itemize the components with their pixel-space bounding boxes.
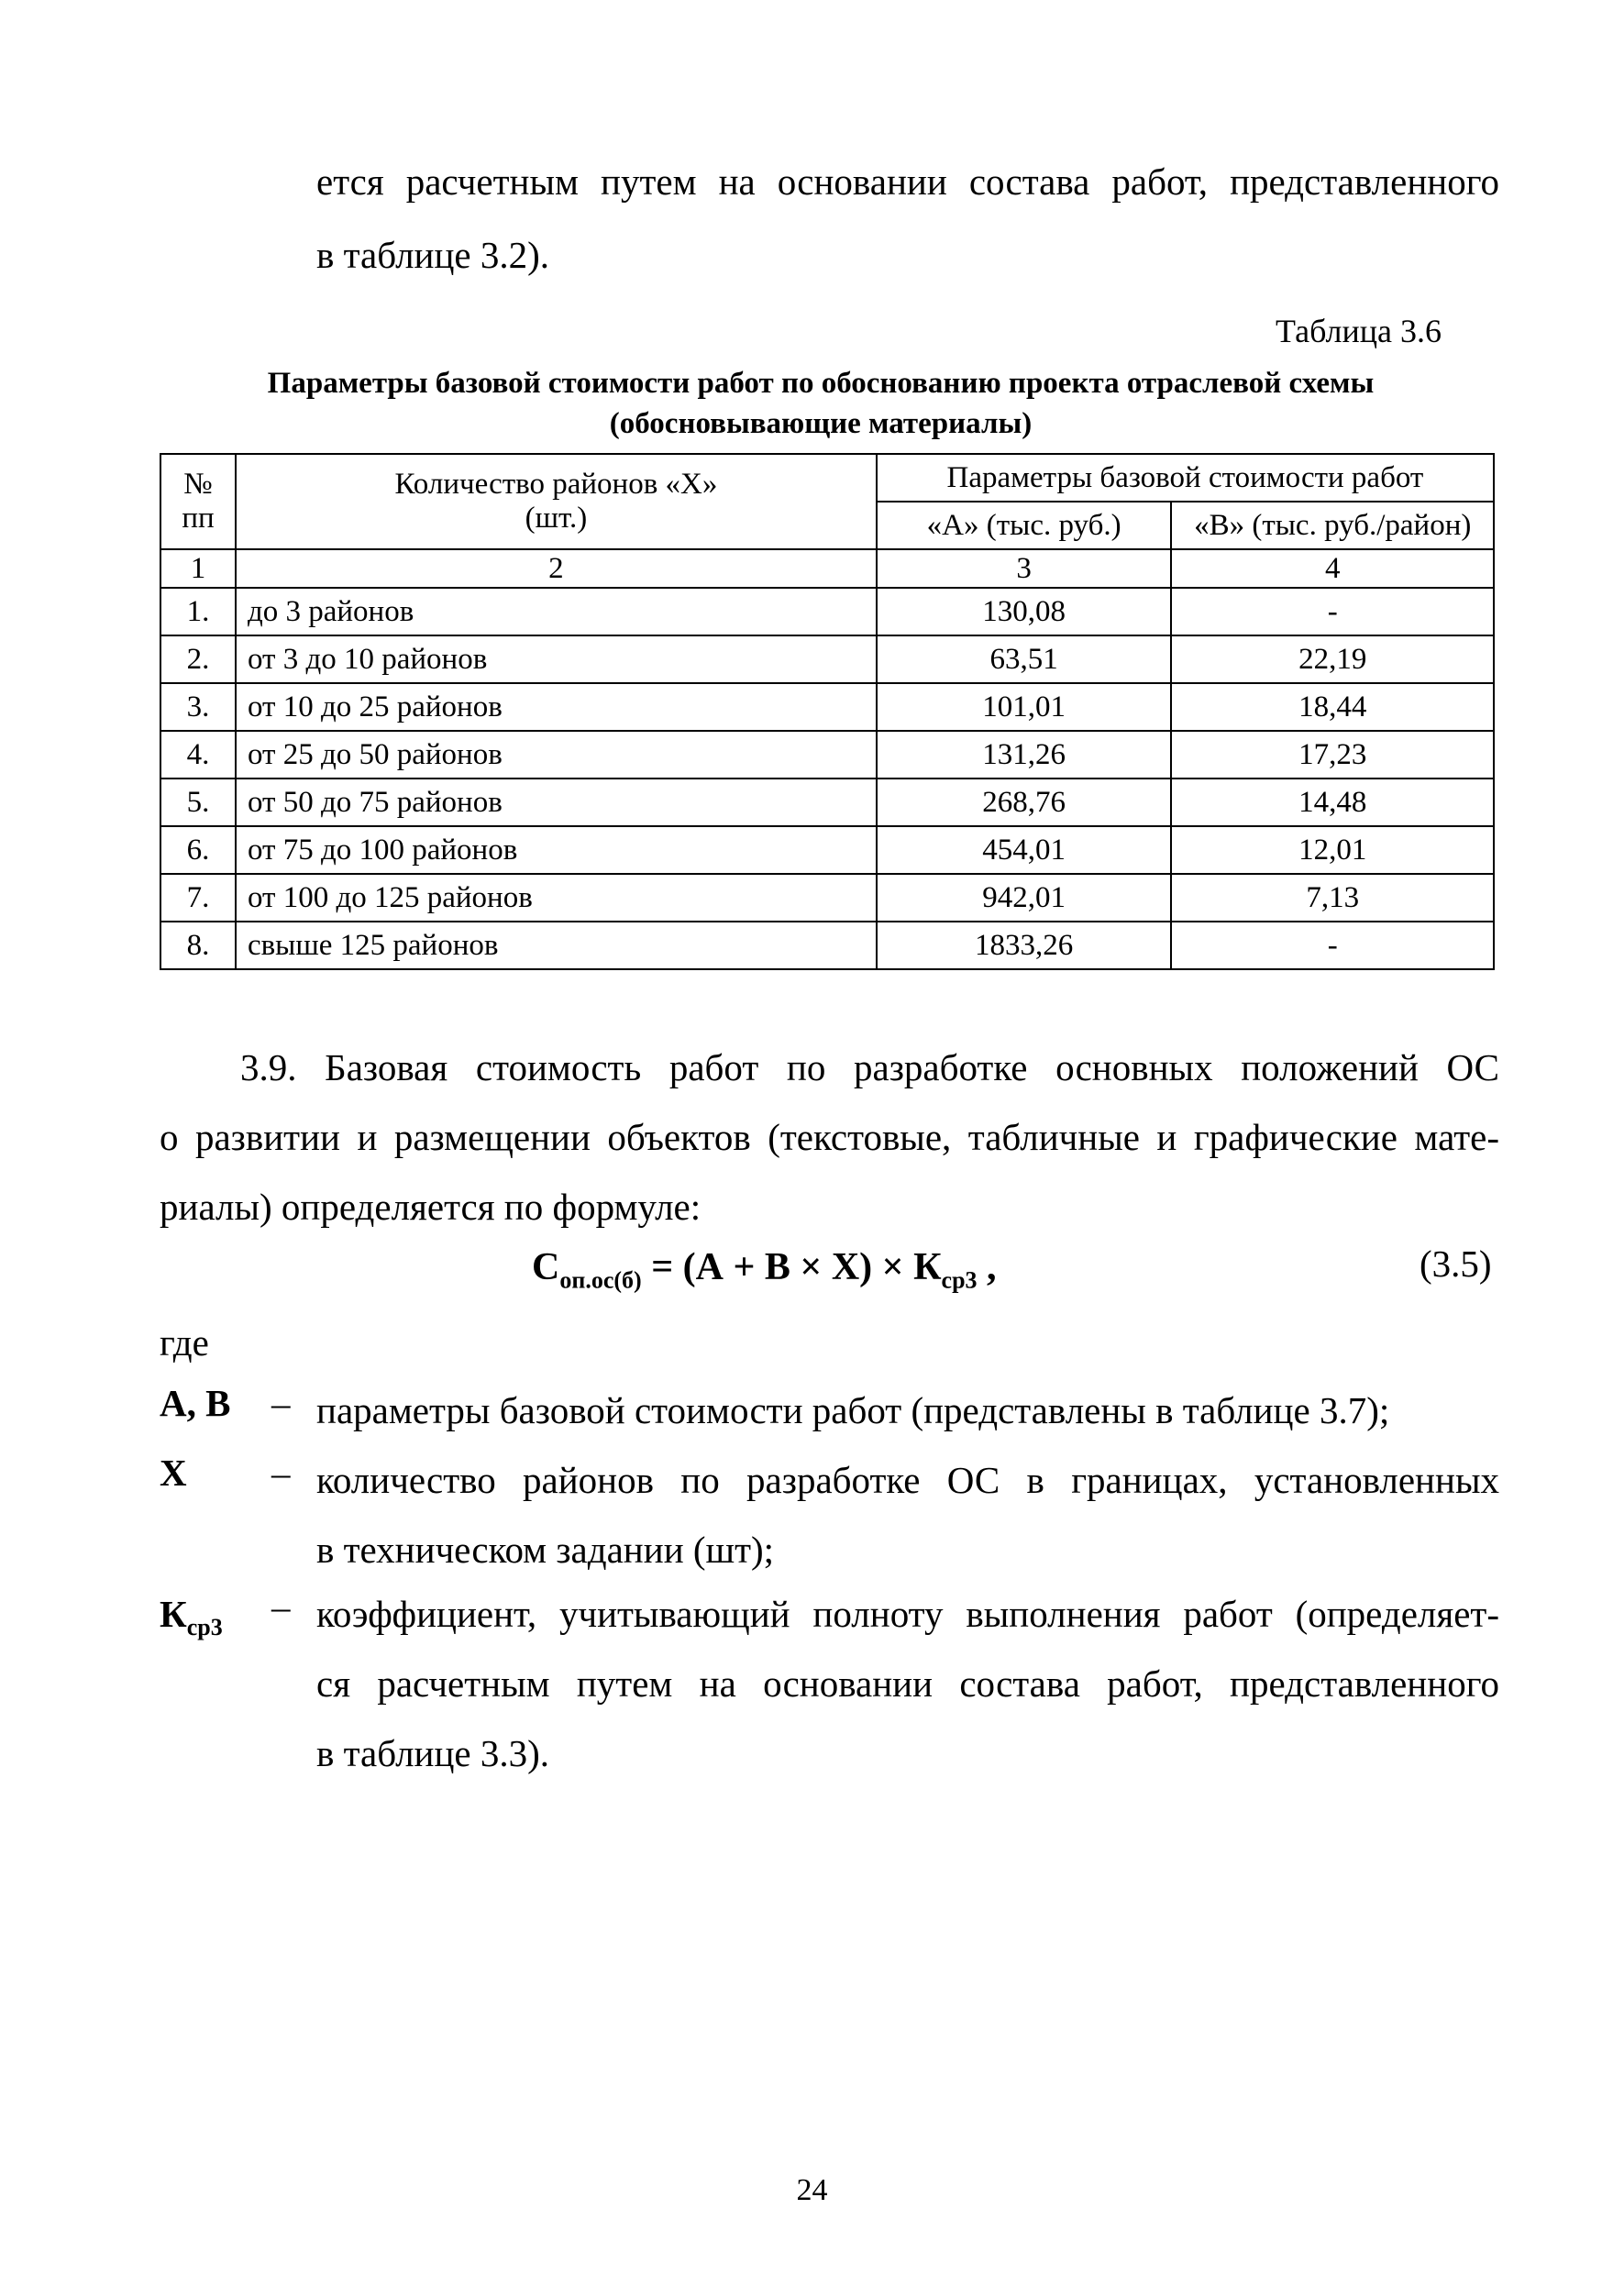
table-caption: Таблица 3.6 xyxy=(1276,313,1442,349)
row-range: от 75 до 100 районов xyxy=(236,826,877,874)
row-num: 6. xyxy=(160,826,236,874)
row-b: 17,23 xyxy=(1171,731,1494,779)
where-label: где xyxy=(160,1321,209,1364)
row-range: от 3 до 10 районов xyxy=(236,635,877,683)
section-3-9-line2: о развитии и размещении объектов (текстовые, табличные и графические мате- xyxy=(160,1116,1499,1158)
def-k-line1: коэффициент, учитывающий полноту выполнения работ (определяет- xyxy=(316,1593,1499,1635)
formula-tail: , xyxy=(977,1246,997,1288)
table-row xyxy=(160,635,1494,683)
col-number: 3 xyxy=(877,549,1172,588)
def-k-line2: ся расчетным путем на основании состава работ, представленного xyxy=(316,1662,1499,1705)
header-params: Параметры базовой стоимости работ xyxy=(877,454,1494,502)
row-a: 1833,26 xyxy=(877,922,1172,969)
row-b: 18,44 xyxy=(1171,683,1494,731)
row-num: 8. xyxy=(160,922,236,969)
def-dash: – xyxy=(271,1585,291,1628)
row-num: 4. xyxy=(160,731,236,779)
formula-number: (3.5) xyxy=(1420,1242,1492,1285)
def-x-line2: в техническом задании (шт); xyxy=(316,1529,775,1571)
formula-c: С xyxy=(532,1246,560,1288)
table-column-numbers-row xyxy=(160,549,1494,588)
table-title-line1: Параметры базовой стоимости работ по обоснованию проекта отраслевой схемы xyxy=(267,367,1375,400)
def-k-sub: ср3 xyxy=(186,1614,223,1641)
row-num: 5. xyxy=(160,779,236,826)
formula-k-sub: ср3 xyxy=(941,1266,978,1294)
header-count xyxy=(236,454,877,549)
table-row xyxy=(160,922,1494,969)
row-a: 942,01 xyxy=(877,874,1172,922)
def-ab-line1: параметры базовой стоимости работ (представлены в таблице 3.7); xyxy=(316,1389,1390,1431)
header-num-line2: пп xyxy=(182,502,215,535)
row-range: от 50 до 75 районов xyxy=(236,779,877,826)
formula-c-sub: оп.ос(б) xyxy=(559,1266,642,1294)
header-num-line1: № xyxy=(183,468,213,501)
parameters-table xyxy=(160,453,1495,970)
row-a: 131,26 xyxy=(877,731,1172,779)
table-row xyxy=(160,731,1494,779)
row-a: 101,01 xyxy=(877,683,1172,731)
top-paragraph-line2: в таблице 3.2). xyxy=(316,234,550,276)
formula xyxy=(532,1245,997,1294)
def-dash: – xyxy=(271,1382,291,1424)
table-title xyxy=(128,363,1513,444)
table-row xyxy=(160,779,1494,826)
table-row xyxy=(160,683,1494,731)
row-a: 454,01 xyxy=(877,826,1172,874)
row-num: 7. xyxy=(160,874,236,922)
top-paragraph-line1: ется расчетным путем на основании состава работ, представленного xyxy=(316,160,1499,203)
section-3-9-line3: риалы) определяется по формуле: xyxy=(160,1186,702,1228)
def-symbol-ab: А, В xyxy=(160,1382,231,1424)
table-title-line2: (обосновывающие материалы) xyxy=(609,407,1033,440)
header-count-line2: (шт.) xyxy=(525,502,588,535)
row-range: от 25 до 50 районов xyxy=(236,731,877,779)
row-range: от 10 до 25 районов xyxy=(236,683,877,731)
row-b: - xyxy=(1171,588,1494,635)
col-number: 1 xyxy=(160,549,236,588)
row-b: 14,48 xyxy=(1171,779,1494,826)
col-number: 2 xyxy=(236,549,877,588)
page-number: 24 xyxy=(796,2173,828,2207)
def-x-line1: количество районов по разработке ОС в границах, установленных xyxy=(316,1459,1499,1501)
header-col-b: «В» (тыс. руб./район) xyxy=(1171,502,1494,549)
row-range: от 100 до 125 районов xyxy=(236,874,877,922)
table-row xyxy=(160,874,1494,922)
row-num: 2. xyxy=(160,635,236,683)
row-b: 22,19 xyxy=(1171,635,1494,683)
def-symbol-k xyxy=(160,1592,223,1641)
section-3-9-line1: 3.9. Базовая стоимость работ по разработке основных положений ОС xyxy=(240,1046,1499,1088)
table-header-row xyxy=(160,454,1494,502)
row-b: 12,01 xyxy=(1171,826,1494,874)
header-num xyxy=(160,454,236,549)
row-range: до 3 районов xyxy=(236,588,877,635)
row-b: - xyxy=(1171,922,1494,969)
col-number: 4 xyxy=(1171,549,1494,588)
def-k-main: К xyxy=(160,1593,187,1635)
def-dash: – xyxy=(271,1452,291,1494)
row-num: 3. xyxy=(160,683,236,731)
row-num: 1. xyxy=(160,588,236,635)
table-row xyxy=(160,826,1494,874)
row-a: 130,08 xyxy=(877,588,1172,635)
row-range: свыше 125 районов xyxy=(236,922,877,969)
header-col-a: «А» (тыс. руб.) xyxy=(877,502,1172,549)
row-b: 7,13 xyxy=(1171,874,1494,922)
row-a: 63,51 xyxy=(877,635,1172,683)
table-row xyxy=(160,588,1494,635)
def-symbol-x: X xyxy=(160,1452,187,1494)
formula-middle: = (А + В × X) × К xyxy=(641,1246,942,1288)
header-count-line1: Количество районов «X» xyxy=(394,468,718,501)
def-k-line3: в таблице 3.3). xyxy=(316,1732,550,1774)
row-a: 268,76 xyxy=(877,779,1172,826)
